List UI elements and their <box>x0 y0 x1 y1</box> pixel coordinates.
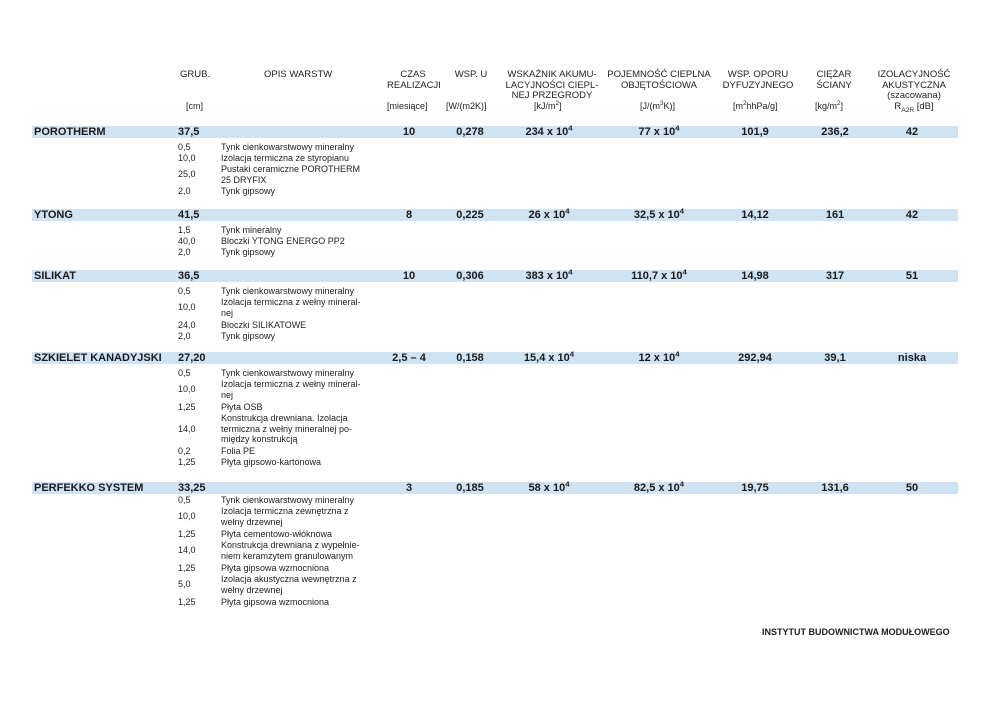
layer-thickness: 0,5 <box>178 142 191 152</box>
layer-description: termiczna z wełny mineralnej po- <box>221 423 353 434</box>
layer-thickness: 0,5 <box>178 368 191 378</box>
system-row-band <box>32 267 958 282</box>
system-heat-accumulation: 15,4 x $10^4$ <box>523 349 575 364</box>
layer-thickness: 14,0 <box>178 423 196 434</box>
system-acoustic-insulation: 51 <box>905 270 919 282</box>
system-weight: 131,6 <box>821 482 849 494</box>
system-u-value: 0,225 <box>456 209 484 221</box>
layer-thickness: 0,5 <box>178 495 191 505</box>
system-acoustic-insulation: 42 <box>905 209 919 221</box>
layer-description: wełny drzewnej <box>221 584 283 595</box>
system-heat-capacity: 32,5 x $10^4$ <box>633 206 685 221</box>
layer-description: Tynk gipsowy <box>221 247 276 257</box>
header-ciezar-line1: CIĘŻAR <box>816 69 852 80</box>
layer-description: 25 DRYFIX <box>221 174 267 185</box>
system-weight: 39,1 <box>824 352 846 364</box>
layer-description: Płyta OSB <box>221 402 263 412</box>
system-row-band <box>32 349 958 364</box>
system-name: SZKIELET KANADYJSKI <box>34 352 162 364</box>
layer-thickness: 40,0 <box>178 236 196 246</box>
layer-description: Pustaki ceramiczne POROTHERM <box>221 164 361 174</box>
header-czas-line1: CZAS <box>400 69 426 80</box>
header-izol <box>866 70 962 112</box>
system-row-band <box>32 479 958 494</box>
system-diffusion-resistance: 14,12 <box>741 209 769 221</box>
layer-thickness: 0,2 <box>178 446 191 456</box>
header-wsp-u: WSP. U <box>454 69 488 80</box>
header-izol-line2: AKUSTYCZNA <box>882 79 946 91</box>
layer-thickness: 2,0 <box>178 247 191 257</box>
system-weight: 317 <box>825 270 845 282</box>
header-opis: OPIS WARSTW <box>264 69 333 80</box>
system-row-band <box>32 123 958 138</box>
layer-thickness: 10,0 <box>178 153 196 163</box>
header-opor-line1: WSP. OPORU <box>727 69 789 80</box>
layer-description: między konstrukcją <box>221 434 298 444</box>
header-opor-unit: $[m^2hhPa/g]$ <box>733 100 778 111</box>
layer-description: Płyta gipsowa wzmocniona <box>221 563 330 573</box>
layer-thickness: 5,0 <box>178 579 191 590</box>
layer-thickness: 10,0 <box>178 384 196 395</box>
system-u-value: 0,306 <box>456 270 484 282</box>
layer-description: nej <box>221 389 234 400</box>
system-diffusion-resistance: 14,98 <box>741 270 769 282</box>
system-thickness: 33,25 <box>178 482 206 494</box>
header-czas-line2: REALIZACJI <box>387 79 441 91</box>
header-poj-line2: OBJĘTOŚCIOWA <box>620 79 697 91</box>
layer-description: Płyta gipsowa wzmocniona <box>221 597 330 607</box>
system-weight: 236,2 <box>821 126 849 138</box>
header-czas <box>387 70 439 91</box>
layer-thickness: 25,0 <box>178 169 196 180</box>
layer-description: Izolacja akustyczna wewnętrzna z <box>221 574 357 584</box>
header-opor-line2: DYFUZYJNEGO <box>722 79 794 91</box>
layer-description: Tynk gipsowy <box>221 186 276 196</box>
header-akum-unit: $[kJ/m^2]$ <box>534 100 562 111</box>
header-ciezar-unit: $[kg/m^2]$ <box>815 100 844 111</box>
system-row-band <box>32 206 958 221</box>
layer-description: Izolacja termiczna ze styropianu <box>221 153 350 163</box>
header-czas-unit: [miesiące] <box>387 101 428 111</box>
system-name: POROTHERM <box>34 126 106 138</box>
system-acoustic-insulation: 42 <box>905 126 919 138</box>
system-time: 3 <box>405 482 413 494</box>
system-name: YTONG <box>34 209 73 221</box>
layer-description: nej <box>221 307 234 318</box>
system-acoustic-insulation: niska <box>897 352 927 364</box>
layer-description: Tynk cienkowarstwowy mineralny <box>221 142 355 152</box>
system-weight: 161 <box>825 209 845 221</box>
layer-description: Tynk gipsowy <box>221 331 276 341</box>
header-poj-unit: $[J/(m^3K)]$ <box>640 100 676 111</box>
system-time: 2,5 – 4 <box>392 352 426 364</box>
system-diffusion-resistance: 292,94 <box>738 352 772 364</box>
layer-thickness: 14,0 <box>178 545 196 556</box>
layer-thickness: 10,0 <box>178 302 196 313</box>
header-grub: GRUB. <box>180 69 211 80</box>
header-ciezar-line2: ŚCIANY <box>816 79 852 91</box>
layer-description: Folia PE <box>221 446 256 456</box>
system-name: PERFEKKO SYSTEM <box>34 482 144 494</box>
header-wsp-u-unit: [W/(m2K)] <box>446 101 487 111</box>
system-heat-capacity: 110,7 x $10^4$ <box>631 267 687 282</box>
system-heat-capacity: 82,5 x $10^4$ <box>633 479 685 494</box>
layer-description: Tynk mineralny <box>221 225 282 235</box>
header-izol-line3: (szacowana) <box>887 90 941 101</box>
layer-thickness: 2,0 <box>178 186 191 196</box>
system-heat-capacity: 12 x $10^4$ <box>638 349 680 364</box>
layer-description: Izolacja termiczna zewnętrzna z <box>221 506 349 516</box>
system-heat-capacity: 77 x $10^4$ <box>638 123 680 138</box>
layer-thickness: 2,0 <box>178 331 191 341</box>
system-u-value: 0,185 <box>456 482 484 494</box>
layer-description: Izolacja termiczna z wełny mineral- <box>221 379 361 389</box>
system-heat-accumulation: 26 x $10^4$ <box>528 206 570 221</box>
system-thickness: 37,5 <box>178 126 200 138</box>
system-thickness: 41,5 <box>178 209 200 221</box>
header-izol-line1: IZOLACYJNOŚĆ <box>877 69 951 80</box>
layer-description: Tynk cienkowarstwowy mineralny <box>221 368 355 378</box>
layer-thickness: 0,5 <box>178 286 191 296</box>
header-grub-unit: [cm] <box>186 101 203 111</box>
system-heat-accumulation: 58 x $10^4$ <box>528 479 570 494</box>
system-u-value: 0,158 <box>456 352 484 364</box>
system-diffusion-resistance: 101,9 <box>741 126 769 138</box>
layer-description: Płyta cementowo-włóknowa <box>221 529 333 539</box>
layer-description: Izolacja termiczna z wełny mineral- <box>221 297 361 307</box>
layer-description: Tynk cienkowarstwowy mineralny <box>221 286 355 296</box>
system-thickness: 36,5 <box>178 270 200 282</box>
header-akum-line1: WSKAŹNIK AKUMU- <box>507 69 597 80</box>
layer-thickness: 10,0 <box>178 511 196 522</box>
system-u-value: 0,278 <box>456 126 484 138</box>
system-heat-accumulation: 234 x $10^4$ <box>525 123 573 138</box>
layer-description: Płyta gipsowo-kartonowa <box>221 457 322 467</box>
header-poj <box>604 70 714 91</box>
layer-thickness: 1,25 <box>178 457 196 467</box>
layer-thickness: 1,25 <box>178 597 196 607</box>
system-heat-accumulation: 383 x $10^4$ <box>525 267 573 282</box>
system-acoustic-insulation: 50 <box>905 482 919 494</box>
layer-thickness: 24,0 <box>178 320 196 330</box>
layer-description: Bloczki SILIKATOWE <box>221 320 307 330</box>
header-akum-line3: NEJ PRZEGRODY <box>511 90 593 101</box>
system-time: 10 <box>402 270 416 282</box>
system-time: 10 <box>402 126 416 138</box>
header-izol-unit: $R_{A2R}$ [dB] <box>894 100 934 114</box>
layer-description: wełny drzewnej <box>221 516 283 527</box>
layer-description: Konstrukcja drewniana z wypełnie- <box>221 540 360 550</box>
header-akum <box>500 70 604 102</box>
system-time: 8 <box>405 209 413 221</box>
header-ciezar <box>808 70 860 91</box>
header-opor <box>718 70 798 91</box>
layer-thickness: 1,25 <box>178 563 196 573</box>
system-diffusion-resistance: 19,75 <box>741 482 769 494</box>
layer-description: Konstrukcja drewniana. Izolacja <box>221 413 348 423</box>
layer-description: Bloczki YTONG ENERGO PP2 <box>221 236 345 246</box>
header-poj-line1: POJEMNOŚĆ CIEPLNA <box>607 69 711 80</box>
header-akum-line2: LACYJNOŚCI CIEPL- <box>505 79 599 91</box>
system-name: SILIKAT <box>34 270 76 282</box>
layer-description: Tynk cienkowarstwowy mineralny <box>221 495 355 505</box>
system-thickness: 27,20 <box>178 352 206 364</box>
footer-institute: INSTYTUT BUDOWNICTWA MODUŁOWEGO <box>762 627 950 637</box>
layer-description: niem keramzytem granulowanym <box>221 550 354 561</box>
layer-thickness: 1,25 <box>178 529 196 539</box>
layer-thickness: 1,5 <box>178 225 191 235</box>
layer-thickness: 1,25 <box>178 402 196 412</box>
